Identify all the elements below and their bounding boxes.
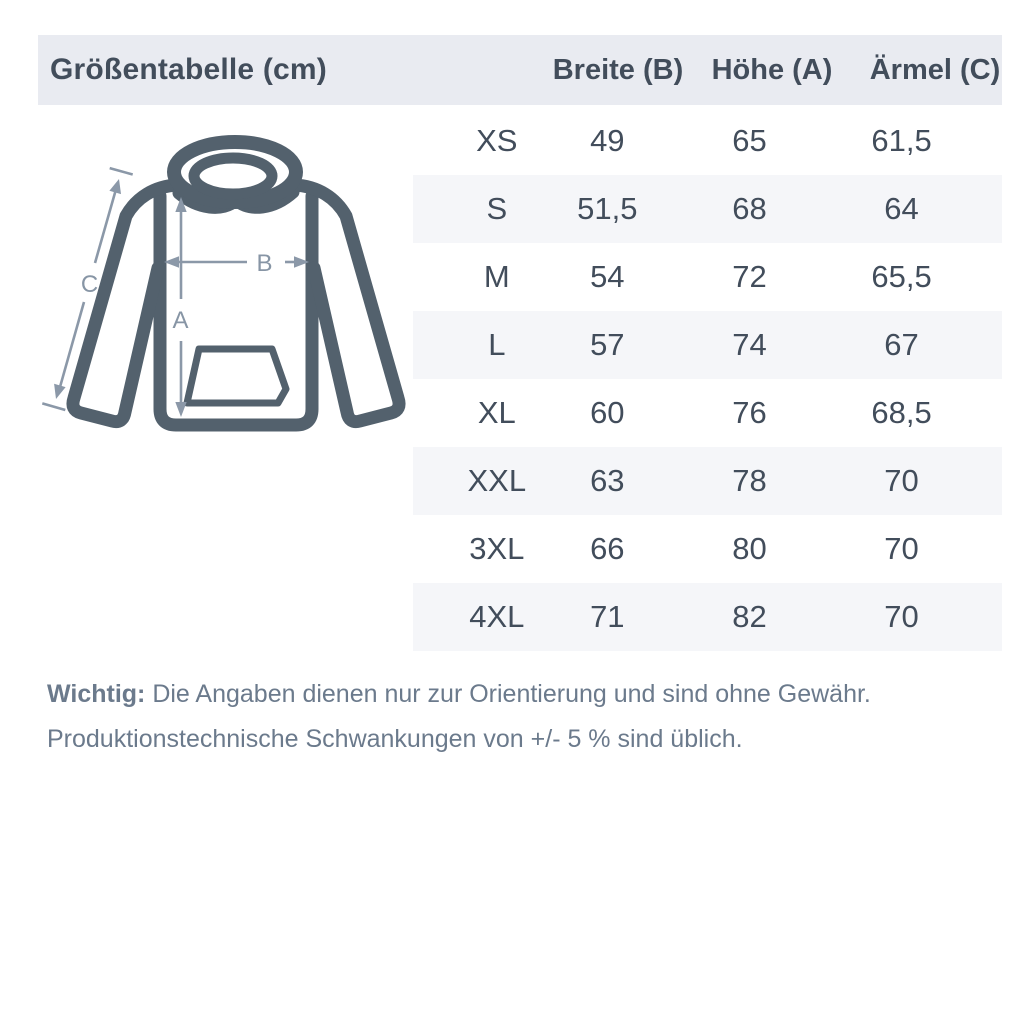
hoehe-value: 82 bbox=[732, 599, 767, 634]
size-label: M bbox=[483, 259, 510, 294]
size-label: L bbox=[488, 327, 506, 362]
aermel-value: 61,5 bbox=[871, 123, 932, 158]
table-row-xs bbox=[413, 107, 1002, 175]
aermel-value: 70 bbox=[884, 463, 919, 498]
table-row-s bbox=[413, 175, 1002, 243]
column-header-breite: Breite (B) bbox=[552, 54, 684, 86]
hoehe-value: 76 bbox=[732, 395, 767, 430]
disclaimer-line-1 bbox=[47, 672, 987, 717]
breite-value: 66 bbox=[590, 531, 625, 566]
table-row-xxl bbox=[413, 447, 1002, 515]
hoehe-value: 74 bbox=[732, 327, 767, 362]
column-header-aermel: Ärmel (C) bbox=[869, 54, 1001, 86]
width-label: B bbox=[256, 250, 274, 277]
page-title: Größentabelle (cm) bbox=[50, 53, 327, 86]
table-row-m bbox=[413, 243, 1002, 311]
table-row-3xl bbox=[413, 515, 1002, 583]
breite-value: 57 bbox=[590, 327, 625, 362]
size-label: XL bbox=[477, 395, 516, 430]
table-header-row bbox=[38, 35, 1002, 105]
hoehe-value: 78 bbox=[732, 463, 767, 498]
disclaimer-text-1: Die Angaben dienen nur zur Orientierung und sind ohne Gewähr. bbox=[145, 680, 871, 708]
breite-value: 54 bbox=[590, 259, 625, 294]
hoehe-value: 68 bbox=[732, 191, 767, 226]
height-label: A bbox=[172, 307, 190, 334]
table-row-4xl bbox=[413, 583, 1002, 651]
aermel-value: 70 bbox=[884, 531, 919, 566]
breite-value: 49 bbox=[590, 123, 625, 158]
column-header-hoehe: Höhe (A) bbox=[711, 54, 833, 86]
table-row-l bbox=[413, 311, 1002, 379]
sleeve-label: C bbox=[80, 271, 100, 298]
hoehe-value: 65 bbox=[732, 123, 767, 158]
size-label: 3XL bbox=[469, 531, 525, 566]
size-label: XS bbox=[476, 123, 518, 158]
hoodie-measurement-diagram bbox=[28, 116, 424, 456]
aermel-value: 65,5 bbox=[871, 259, 932, 294]
size-label: 4XL bbox=[469, 599, 525, 634]
breite-value: 51,5 bbox=[577, 191, 638, 226]
hoodie-illustration bbox=[28, 116, 424, 456]
aermel-value: 70 bbox=[884, 599, 919, 634]
disclaimer-text-2: Produktionstechnische Schwankungen von +/- 5 % sind üblich. bbox=[47, 725, 743, 753]
aermel-value: 64 bbox=[884, 191, 919, 226]
breite-value: 71 bbox=[590, 599, 625, 634]
breite-value: 63 bbox=[590, 463, 625, 498]
width-arrow-icon bbox=[164, 256, 309, 267]
disclaimer-note bbox=[47, 672, 987, 762]
hoehe-value: 72 bbox=[732, 259, 767, 294]
important-label: Wichtig: bbox=[47, 680, 146, 708]
size-label: S bbox=[486, 191, 508, 226]
hoodie-hood-inner bbox=[194, 158, 272, 194]
table-row-xl bbox=[413, 379, 1002, 447]
aermel-value: 68,5 bbox=[871, 395, 932, 430]
size-label: XXL bbox=[467, 463, 527, 498]
hoodie-pocket bbox=[187, 349, 286, 403]
hoehe-value: 80 bbox=[732, 531, 767, 566]
aermel-value: 67 bbox=[884, 327, 919, 362]
disclaimer-line-2 bbox=[47, 717, 987, 762]
breite-value: 60 bbox=[590, 395, 625, 430]
